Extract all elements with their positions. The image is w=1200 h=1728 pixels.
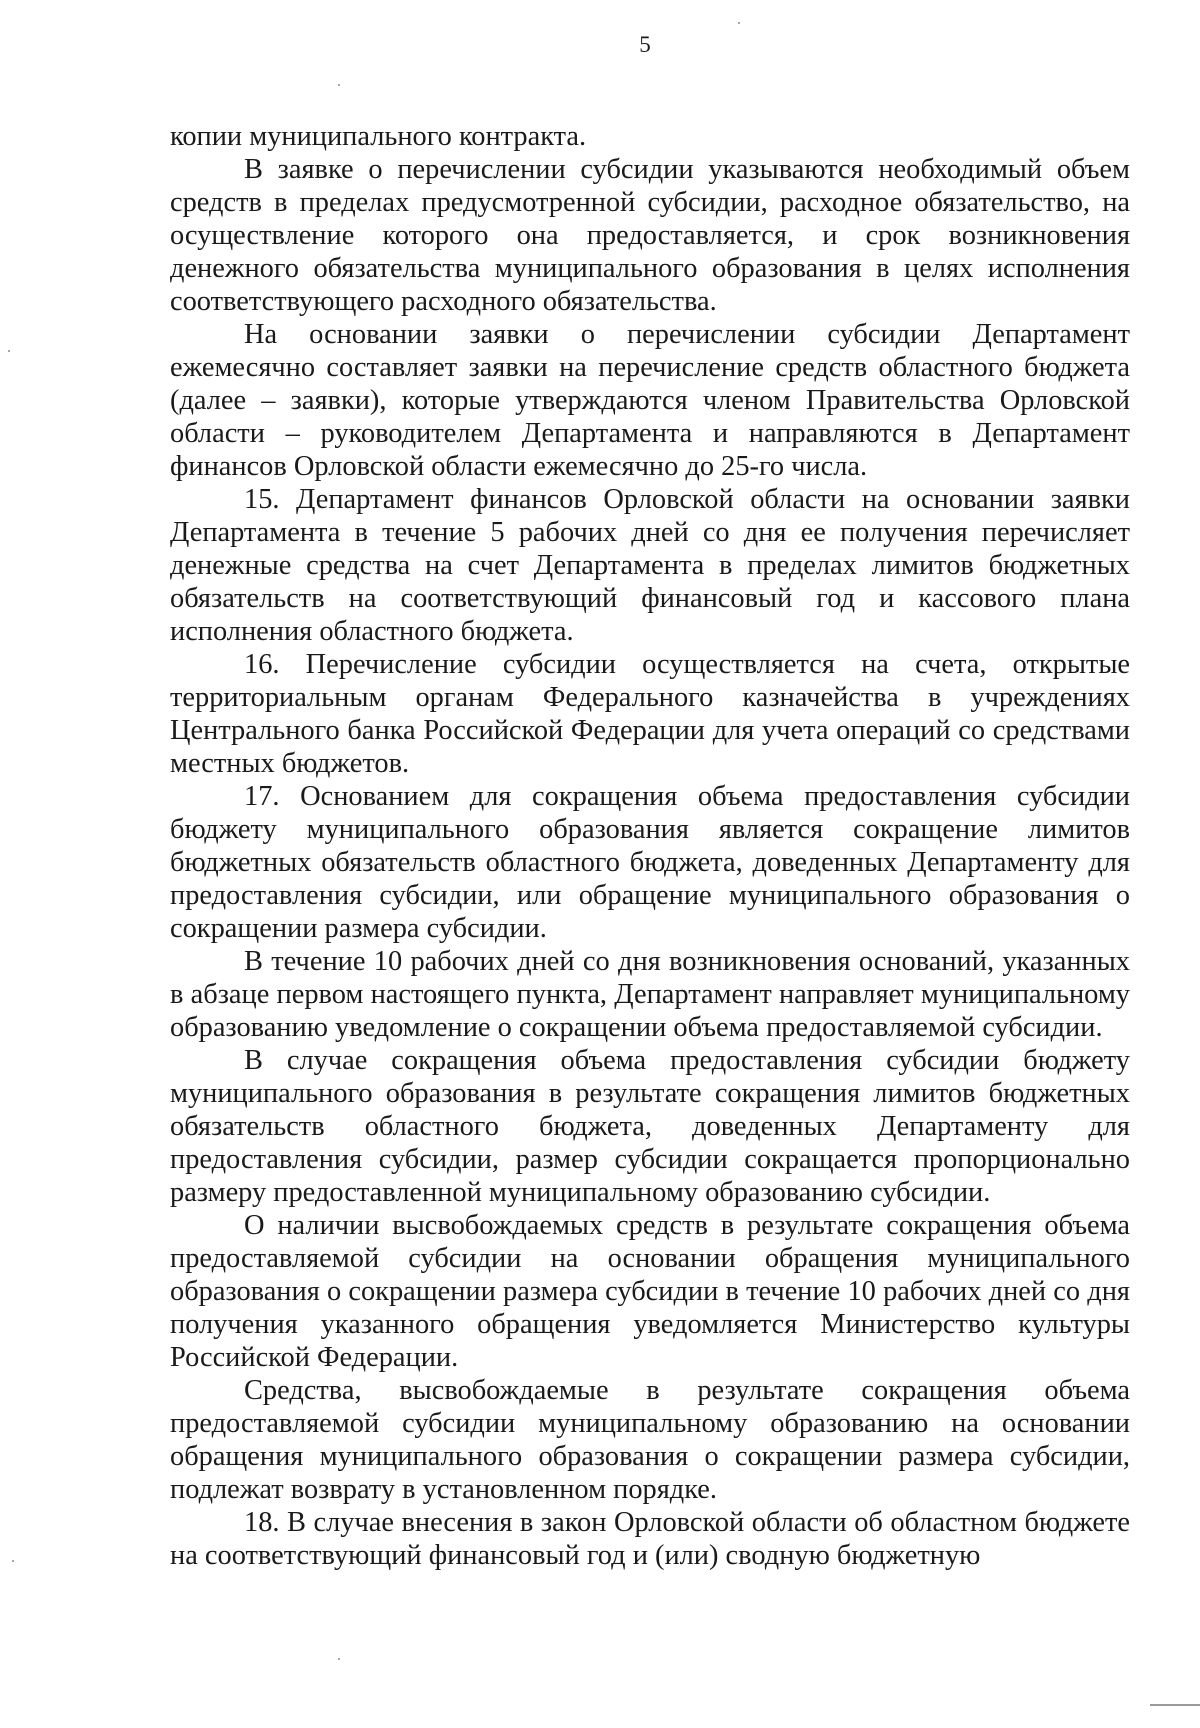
scan-speck xyxy=(338,1658,340,1660)
paragraph-contract-copy: копии муниципального контракта. xyxy=(170,121,587,152)
paragraph-monthly-requests: На основании заявки о перечислении субсидии Департамент ежемесячно составляет заявки на перечисление средств областного бюджета (далее – заявки), которые утверждаются членом Правительства Орловской области – руководителем Департамента и направляются в Департамент финансов Орловской области ежемесячно до 25-го числа. xyxy=(170,319,1130,482)
document-body xyxy=(170,120,1130,1572)
scan-speck xyxy=(738,22,740,24)
paragraph-released-funds: О наличии высвобождаемых средств в результате сокращения объема предоставляемой субсидии на основании обращения муниципального образования о сокращении размера субсидии в течение 10 рабочих дней со дня получения указанного обращения уведомляется Министерство культуры Российской Федерации. xyxy=(170,1210,1130,1373)
scan-edge-mark xyxy=(1150,1704,1200,1706)
scan-speck xyxy=(8,350,10,352)
scan-speck xyxy=(12,1560,14,1562)
paragraph-clause-18: 18. В случае внесения в закон Орловской области об областном бюджете на соответствующий финансовый год и (или) сводную бюджетную xyxy=(170,1507,1130,1571)
paragraph-clause-15: 15. Департамент финансов Орловской области на основании заявки Департамента в течение 5 рабочих дней со дня ее получения перечисляет денежные средства на счет Департамента в пределах лимитов бюджетных обязательств на соответствующий финансовый год и кассового плана исполнения областного бюджета. xyxy=(170,484,1130,647)
paragraph-clause-16: 16. Перечисление субсидии осуществляется на счета, открытые территориальным органам Федерального казначейства в учреждениях Центрального банка Российской Федерации для учета операций со средствами местных бюджетов. xyxy=(170,649,1130,779)
paragraph-proportional-reduction: В случае сокращения объема предоставления субсидии бюджету муниципального образования в результате сокращения лимитов бюджетных обязательств областного бюджета, доведенных Департаменту для предоставления субсидии, размер субсидии сокращается пропорционально размеру предоставленной муниципальному образованию субсидии. xyxy=(170,1045,1130,1208)
page-number: 5 xyxy=(639,32,651,57)
paragraph-notification: В течение 10 рабочих дней со дня возникновения оснований, указанных в абзаце первом настоящего пункта, Департамент направляет муниципальному образованию уведомление о сокращении объема предоставляемой субсидии. xyxy=(170,946,1130,1043)
paragraph-subsidy-request: В заявке о перечислении субсидии указываются необходимый объем средств в пределах предусмотренной субсидии, расходное обязательство, на осуществление которого она предоставляется, и срок возникновения денежного обязательства муниципального образования в целях исполнения соответствующего расходного обязательства. xyxy=(170,154,1130,317)
scan-speck xyxy=(338,84,340,86)
paragraph-clause-17: 17. Основанием для сокращения объема предоставления субсидии бюджету муниципального образования является сокращение лимитов бюджетных обязательств областного бюджета, доведенных Департаменту для предоставления субсидии, или обращение муниципального образования о сокращении размера субсидии. xyxy=(170,781,1130,944)
paragraph-funds-return: Средства, высвобождаемые в результате сокращения объема предоставляемой субсидии муниципальному образованию на основании обращения муниципального образования о сокращении размера субсидии, подлежат возврату в установленном порядке. xyxy=(170,1375,1130,1505)
